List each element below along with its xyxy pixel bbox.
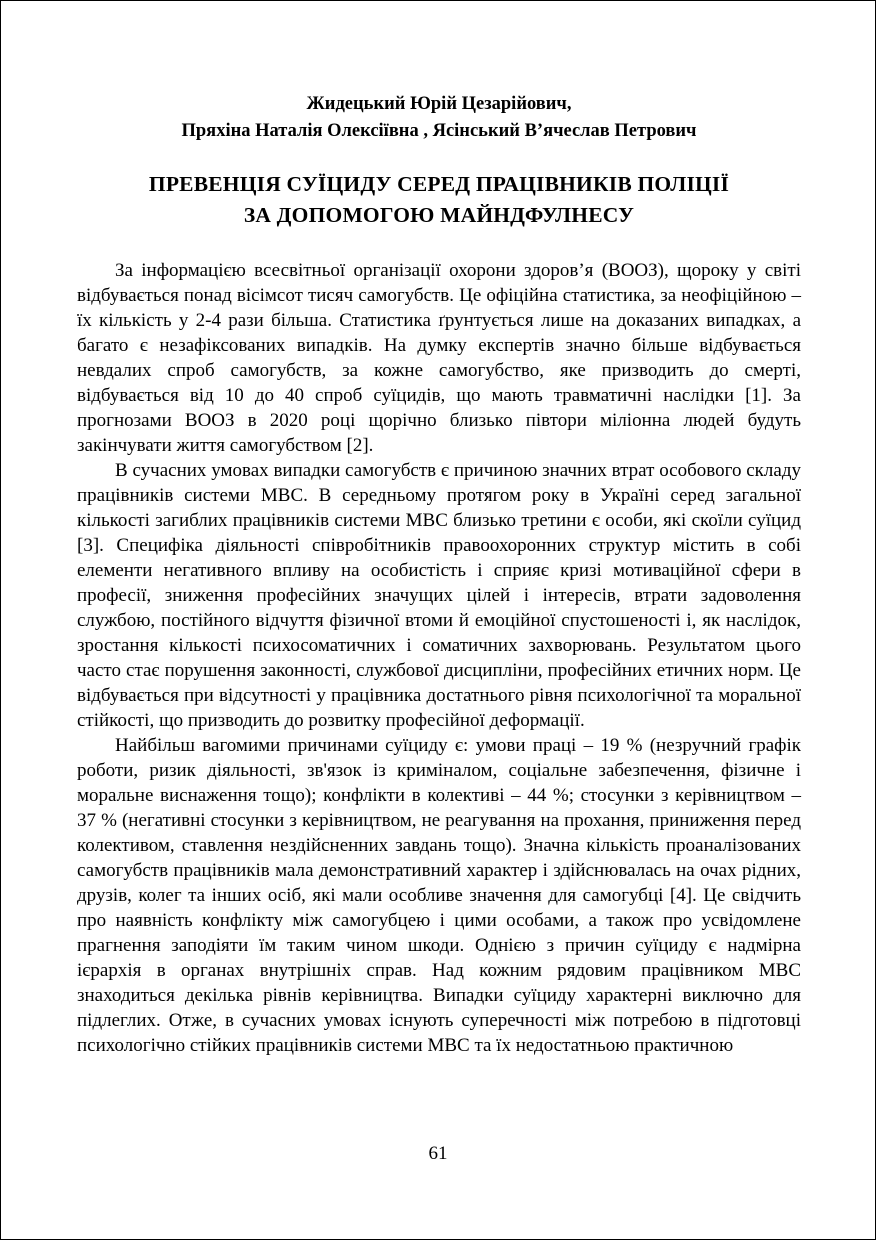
paragraph-1: За інформацією всесвітньої організації охорони здоров’я (ВООЗ), щороку у світі відбувається понад вісімсот тисяч самогубств. Це офіційна статистика, за неофіційною – їх кількість у 2-4 рази більша. Статистика ґрунтується лише на доказаних випадках, а багато є незафіксованих випадків. На думку експертів значно більше відбувається невдалих спроб самогубств, за кожне самогубство, яке призводить до смерті, відбувається від 10 до 40 спроб суїцидів, що мають травматичні наслідки [1]. За прогнозами ВООЗ в 2020 році щорічно близько півтори міліонна людей будуть закінчувати життя самогубством [2]. xyxy=(77,260,801,456)
author-line-2: Пряхіна Наталія Олексіївна , Ясінський В’ячеслав Петрович xyxy=(181,121,697,141)
article-title-line-2: ЗА ДОПОМОГОЮ МАЙНДФУЛНЕСУ xyxy=(243,203,635,227)
paragraph-2: В сучасних умовах випадки самогубств є причиною значних втрат особового складу працівників системи МВС. В середньому протягом року в Україні серед загальної кількості загиблих працівників системи МВС близько третини є особи, які скоїли суїцид [3]. Специфіка діяльності співробітників правоохоронних структур містить в собі елементи негативного впливу на особистість і сприяє кризі мотиваційної сфери в професії, зниження професійних значущих цілей і інтересів, втрати задоволення службою, постійного відчуття фізичної втоми й емоційної спустошеності і, як наслідок, зростання кількості психосоматичних і соматичних захворювань. Результатом цього часто стає порушення законності, службової дисципліни, професійних етичних норм. Це відбувається при відсутності у працівника достатнього рівня психологічної та моральної стійкості, що призводить до розвитку професійної деформації. xyxy=(77,460,801,731)
authors-block xyxy=(77,91,801,145)
article-title-line-1: ПРЕВЕНЦІЯ СУЇЦИДУ СЕРЕД ПРАЦІВНИКІВ ПОЛІЦІЇ xyxy=(148,172,730,196)
page-number: 61 xyxy=(428,1143,448,1164)
article-title xyxy=(77,169,801,231)
article-body xyxy=(77,258,801,1058)
author-line-1: Жидецький Юрій Цезарійович, xyxy=(306,94,572,114)
paragraph-3: Найбільш вагомими причинами суїциду є: умови праці – 19 % (незручний графік роботи, ризик діяльності, зв'язок із криміналом, соціальне забезпечення, фізичне і моральне виснаження тощо); конфлікти в колективі – 44 %; стосунки з керівництвом – 37 % (негативні стосунки з керівництвом, не реагування на прохання, приниження перед колективом, ставлення нездійсненних завдань тощо). Значна кількість проаналізованих самогубств працівників мала демонстративний характер і здійснювалась на очах рідних, друзів, колег та інших осіб, які мали особливе значення для самогубці [4]. Це свідчить про наявність конфлікту між самогубцею і цими особами, а також про усвідомлене прагнення заподіяти їм таким чином шкоди. Однією з причин суїциду є надмірна ієрархія в органах внутрішніх справ. Над кожним рядовим працівником МВС знаходиться декілька рівнів керівництва. Випадки суїциду характерні виключно для підлеглих. Отже, в сучасних умовах існують суперечності між потребою в підготовці психологічно стійких працівників системи МВС та їх недостатньою практичною xyxy=(77,735,801,1056)
